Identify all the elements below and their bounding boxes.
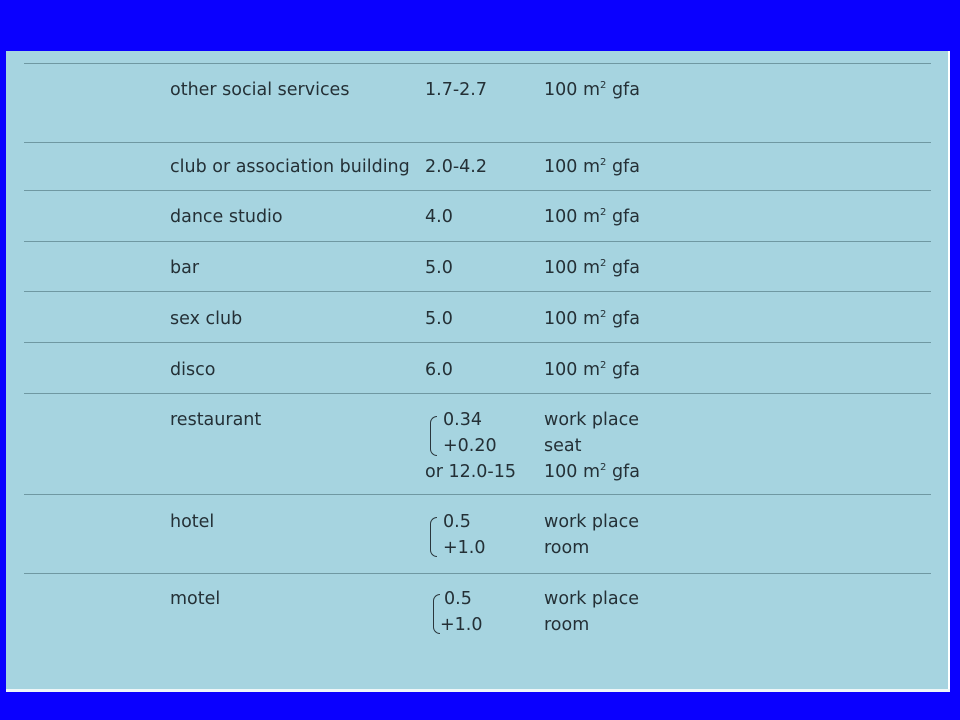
- ratio-value: 0.5: [443, 512, 471, 532]
- reference-unit: 100 $m^2$ gfa: [544, 157, 640, 177]
- row-divider: [24, 142, 931, 143]
- reference-unit: room: [544, 538, 590, 558]
- reference-unit: 100 $m^2$ gfa: [544, 462, 640, 482]
- brace-icon: [430, 517, 437, 557]
- scanned-table-page: [6, 51, 948, 689]
- ratio-value: 5.0: [425, 258, 453, 278]
- reference-unit: 100 $m^2$ gfa: [544, 309, 640, 329]
- reference-unit: room: [544, 615, 590, 635]
- ratio-value: +1.0: [443, 538, 486, 558]
- reference-unit: work place: [544, 512, 639, 532]
- facility-name: bar: [170, 258, 200, 278]
- brace-icon: [430, 416, 437, 456]
- facility-name: other social services: [170, 80, 350, 100]
- facility-name: dance studio: [170, 207, 283, 227]
- ratio-value: 2.0-4.2: [425, 157, 487, 177]
- page-edge-right: [948, 51, 950, 689]
- row-divider: [24, 342, 931, 343]
- facility-name: disco: [170, 360, 216, 380]
- ratio-value: 4.0: [425, 207, 453, 227]
- reference-unit: work place: [544, 410, 639, 430]
- row-divider: [24, 494, 931, 495]
- ratio-value: +0.20: [443, 436, 497, 456]
- row-divider: [24, 573, 931, 574]
- row-divider: [24, 190, 931, 191]
- page-edge-bottom: [6, 689, 950, 692]
- brace-icon: [433, 594, 440, 634]
- facility-name: restaurant: [170, 410, 262, 430]
- reference-unit: 100 $m^2$ gfa: [544, 258, 640, 278]
- row-divider: [24, 241, 931, 242]
- row-divider: [24, 393, 931, 394]
- ratio-value: 0.34: [443, 410, 482, 430]
- ratio-value: 6.0: [425, 360, 453, 380]
- ratio-value: 1.7-2.7: [425, 80, 487, 100]
- reference-unit: 100 $m^2$ gfa: [544, 80, 640, 100]
- row-divider: [24, 63, 931, 64]
- ratio-value: 0.5: [444, 589, 472, 609]
- row-divider: [24, 291, 931, 292]
- facility-name: motel: [170, 589, 221, 609]
- reference-unit: work place: [544, 589, 639, 609]
- ratio-value: +1.0: [440, 615, 483, 635]
- ratio-value: or 12.0-15: [425, 462, 517, 482]
- reference-unit: 100 $m^2$ gfa: [544, 360, 640, 380]
- facility-name: club or association building: [170, 157, 410, 177]
- facility-name: sex club: [170, 309, 243, 329]
- reference-unit: seat: [544, 436, 582, 456]
- reference-unit: 100 $m^2$ gfa: [544, 207, 640, 227]
- ratio-value: 5.0: [425, 309, 453, 329]
- facility-name: hotel: [170, 512, 215, 532]
